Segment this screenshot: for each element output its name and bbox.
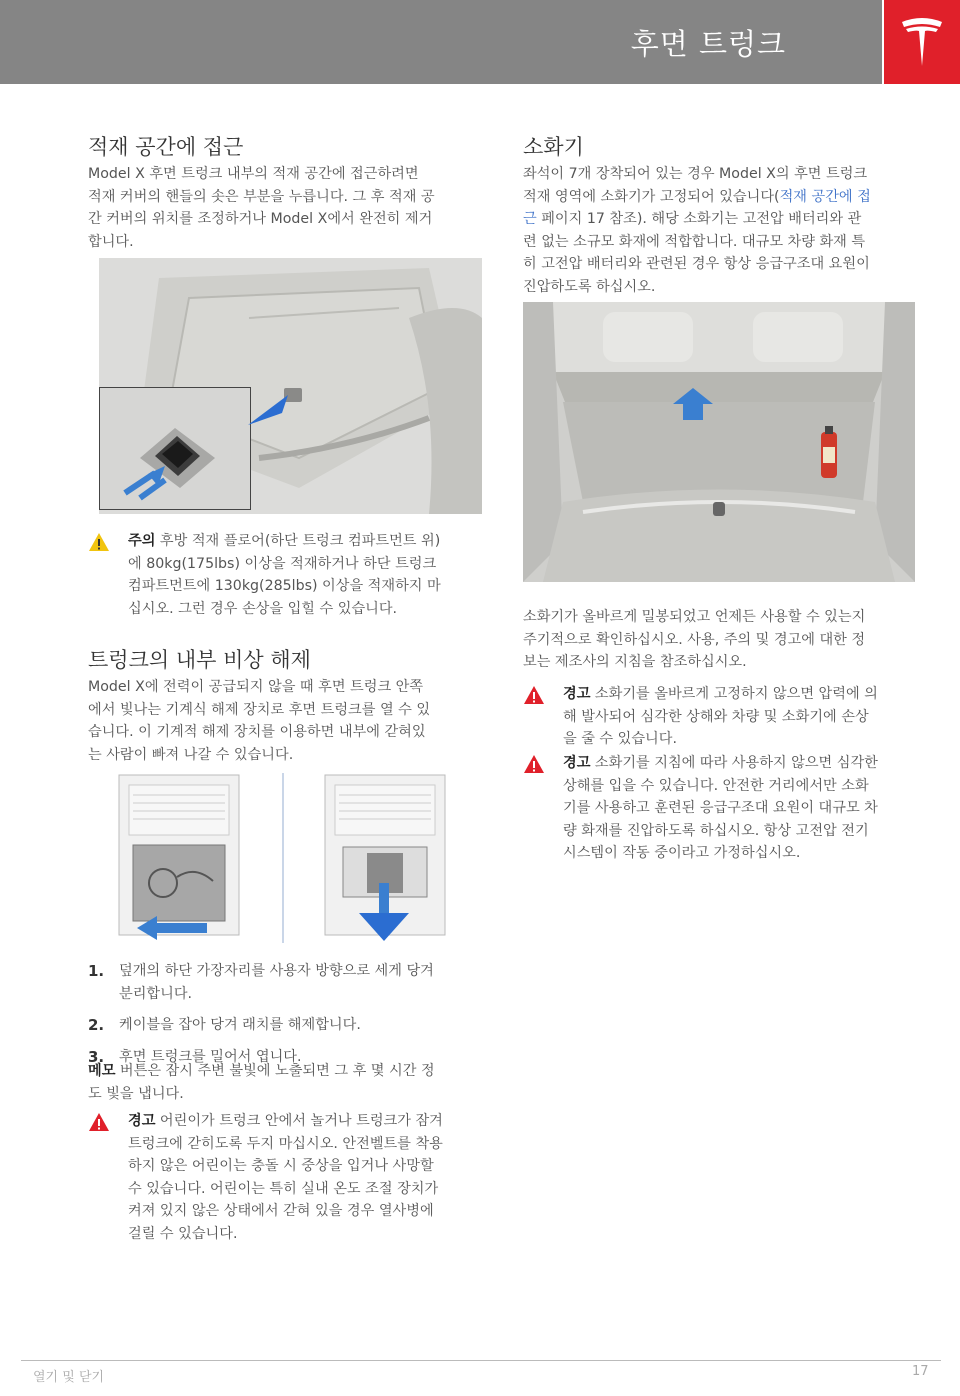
text-line: 버튼은 잠시 주변 불빛에 노출되면 그 후 몇 시간 정 <box>115 1063 435 1079</box>
section-heading-emergency-release: 트렁크의 내부 비상 해제 <box>88 648 311 672</box>
caution-label: 주의 <box>128 533 156 549</box>
footer-divider <box>21 1360 941 1361</box>
maintenance-paragraph <box>523 606 865 674</box>
step-item <box>88 1014 482 1037</box>
cargo-access-paragraph <box>88 163 435 253</box>
text-line: 습니다. 이 기계적 해제 장치를 이용하면 내부에 갇혀있 <box>88 724 426 740</box>
text-line: 컴파트먼트에 130kg(285lbs) 이상을 적재하지 마 <box>128 578 441 594</box>
warning-notice-usage <box>523 752 917 867</box>
text-line: 좌석이 7개 장착되어 있는 경우 Model X의 후면 트렁크 <box>523 166 868 182</box>
memo-note <box>88 1060 435 1105</box>
cargo-access-link[interactable]: 적재 공간에 접 <box>779 188 871 205</box>
text-line: 하지 않은 어린이는 충돌 시 중상을 입거나 사망할 <box>128 1158 434 1174</box>
step-number: 3. <box>88 1047 105 1066</box>
warning-label: 경고 <box>563 686 591 702</box>
handle-inset-photo <box>99 387 251 510</box>
text-line: 소화기를 지침에 따라 사용하지 않으면 심각한 <box>590 755 878 771</box>
text-line: 에서 빛나는 기계식 해제 장치로 후면 트렁크를 열 수 있 <box>88 701 431 718</box>
text-line: 분리합니다. <box>119 985 193 1002</box>
text-line: 적재 영역에 소화기가 고정되어 있습니다( <box>523 188 780 205</box>
text-line: 간 커버의 위치를 조정하거나 Model X에서 완전히 제거 <box>88 211 433 227</box>
text-line: 기를 사용하고 훈련된 응급구조대 요원이 대규모 차 <box>563 800 878 816</box>
text-line: 히 고전압 배터리와 관련된 경우 항상 응급구조대 요원이 <box>523 256 870 272</box>
extinguisher-paragraph <box>523 163 871 298</box>
warning-notice-mounting <box>523 683 917 753</box>
text-line: 소화기가 올바르게 밀봉되었고 언제든 사용할 수 있는지 <box>523 609 866 625</box>
text-line: 소화기를 올바르게 고정하지 않으면 압력에 의 <box>590 686 878 702</box>
text-line: 케이블을 잡아 당겨 래치를 해제합니다. <box>119 1017 361 1033</box>
caution-text <box>128 530 441 620</box>
warning-text <box>563 683 878 751</box>
step-item <box>88 960 482 1005</box>
text-line: 시스템이 작동 중이라고 가정하십시오. <box>563 845 801 861</box>
warning-icon <box>523 754 545 774</box>
caution-icon <box>88 532 110 552</box>
text-line: 해 발사되어 심각한 상해와 차량 및 소화기에 손상 <box>563 708 869 725</box>
footer-section-name: 열기 및 닫기 <box>33 1370 105 1385</box>
warning-icon <box>523 685 545 705</box>
text-line: 상해를 입을 수 있습니다. 안전한 거리에서만 소화 <box>563 777 869 794</box>
tesla-logo <box>884 0 960 84</box>
text-line: 어린이가 트렁크 안에서 놀거나 트렁크가 잠겨 <box>155 1113 443 1129</box>
text-line: 을 줄 수 있습니다. <box>563 731 677 747</box>
step-number: 2. <box>88 1016 105 1034</box>
memo-label: 메모 <box>88 1063 116 1079</box>
extinguisher-trunk-photo <box>523 302 915 582</box>
tesla-logo-icon <box>884 0 960 84</box>
text-line: 수 있습니다. 어린이는 특히 실내 온도 조절 장치가 <box>128 1180 439 1197</box>
text-line: 는 사람이 빠져 나갈 수 있습니다. <box>88 746 294 763</box>
emergency-release-paragraph <box>88 676 430 766</box>
warning-label: 경고 <box>128 1113 156 1129</box>
text-line: Model X 후면 트렁크 내부의 적재 공간에 접근하려면 <box>88 166 419 182</box>
cargo-access-link-cont[interactable]: 근 <box>523 211 537 227</box>
text-line: 에 80kg(175lbs) 이상을 적재하거나 하단 트렁크 <box>128 555 437 572</box>
text-line: 후면 트렁크를 밀어서 엽니다. <box>119 1048 302 1065</box>
caution-notice <box>88 530 482 620</box>
text-line: 적재 커버의 핸들의 솟은 부분을 누릅니다. 그 후 적재 공 <box>88 188 435 205</box>
text-line: 트렁크에 갇히도록 두지 마십시오. 안전벨트를 착용 <box>128 1135 443 1152</box>
text-line: 보는 제조사의 지침을 참조하십시오. <box>523 654 747 670</box>
warning-label: 경고 <box>563 755 591 771</box>
warning-text <box>128 1110 443 1245</box>
section-heading-extinguisher: 소화기 <box>523 135 584 159</box>
page-header <box>0 0 882 84</box>
text-line: 련 없는 소규모 화재에 적합합니다. 대규모 차량 화재 특 <box>523 233 866 250</box>
text-line: 페이지 17 참조). 해당 소화기는 고전압 배터리와 관 <box>536 211 862 227</box>
text-line: Model X에 전력이 공급되지 않을 때 후면 트렁크 안쪽 <box>88 679 424 695</box>
text-line: 덮개의 하단 가장자리를 사용자 방향으로 세게 당겨 <box>119 963 434 979</box>
text-line: 량 화재를 진압하도록 하십시오. 항상 고전압 전기 <box>563 822 869 839</box>
warning-icon <box>88 1112 110 1132</box>
warning-text <box>563 752 878 865</box>
text-line: 켜져 있지 않은 상태에서 갇혀 있을 경우 열사병에 <box>128 1203 434 1219</box>
text-line: 진압하도록 하십시오. <box>523 278 656 295</box>
step-number: 1. <box>88 962 105 980</box>
section-heading-cargo-access: 적재 공간에 접근 <box>88 135 244 159</box>
header-title: 후면 트렁크 <box>630 27 786 61</box>
text-line: 걸릴 수 있습니다. <box>128 1225 238 1242</box>
text-line: 주기적으로 확인하십시오. 사용, 주의 및 경고에 대한 정 <box>523 631 866 648</box>
warning-notice-child <box>88 1110 482 1250</box>
pointer-arrow <box>248 395 288 425</box>
release-diagram <box>117 773 447 943</box>
text-line: 합니다. <box>88 233 134 250</box>
footer-page-number: 17 <box>912 1364 929 1379</box>
text-line: 후방 적재 플로어(하단 트렁크 컴파트먼트 위) <box>155 533 441 549</box>
text-line: 도 빛을 냅니다. <box>88 1085 184 1102</box>
text-line: 십시오. 그런 경우 손상을 입힐 수 있습니다. <box>128 600 398 617</box>
